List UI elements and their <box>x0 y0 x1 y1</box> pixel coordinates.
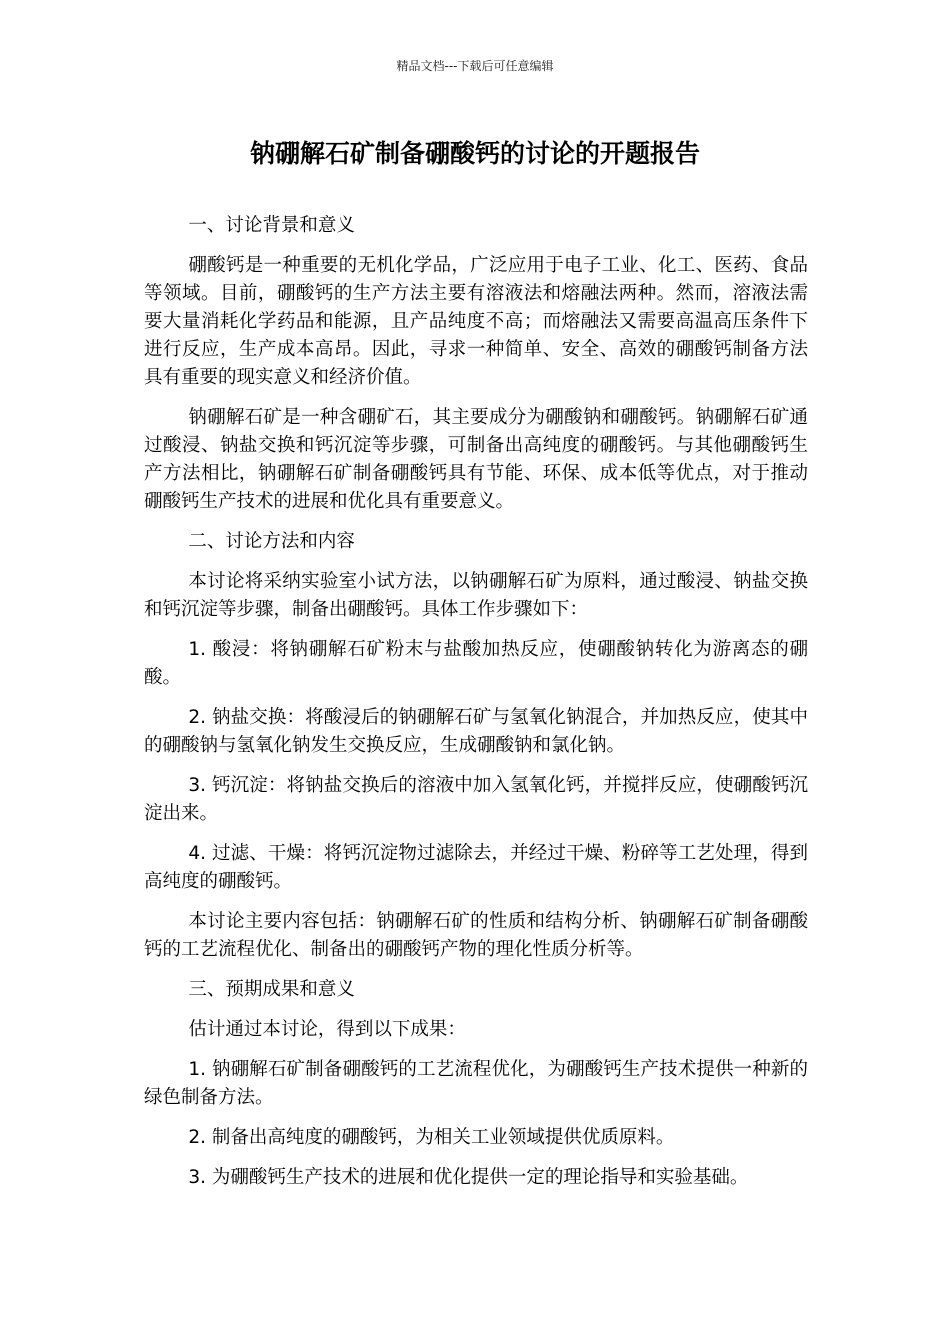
paragraph-methods-intro: 本讨论将采纳实验室小试方法，以钠硼解石矿为原料，通过酸浸、钠盐交换和钙沉淀等步骤，制备出硼酸钙。具体工作步骤如下： <box>144 571 808 620</box>
step-filter-dry: 4. 过滤、干燥：将钙沉淀物过滤除去，并经过干燥、粉碎等工艺处理，得到高纯度的硼酸钙。 <box>144 843 808 892</box>
document-title: 钠硼解石矿制备硼酸钙的讨论的开题报告 <box>249 139 700 168</box>
outcome-3: 3. 为硼酸钙生产技术的进展和优化提供一定的理论指导和实验基础。 <box>188 1167 749 1188</box>
paragraph-main-content: 本讨论主要内容包括：钠硼解石矿的性质和结构分析、钠硼解石矿制备硼酸钙的工艺流程优化、制备出的硼酸钙产物的理化性质分析等。 <box>144 911 808 960</box>
document-body <box>144 212 808 1204</box>
section-heading-background: 一、讨论背景和意义 <box>188 215 355 236</box>
step-acid-leaching: 1. 酸浸：将钠硼解石矿粉末与盐酸加热反应，使硼酸钠转化为游离态的硼酸。 <box>144 639 808 688</box>
outcome-1: 1. 钠硼解石矿制备硼酸钙的工艺流程优化，为硼酸钙生产技术提供一种新的绿色制备方法。 <box>144 1059 808 1108</box>
paragraph-background-1: 硼酸钙是一种重要的无机化学品，广泛应用于电子工业、化工、医药、食品等领域。目前，硼酸钙的生产方法主要有溶液法和熔融法两种。然而，溶液法需要大量消耗化学药品和能源，且产品纯度不高；而熔融法又需要高温高压条件下进行反应，生产成本高昂。因此，寻求一种简单、安全、高效的硼酸钙制备方法具有重要的现实意义和经济价值。 <box>144 255 808 388</box>
paragraph-outcomes-intro: 估计通过本讨论，得到以下成果： <box>188 1019 466 1040</box>
header-note: 精品文档---下载后可任意编辑 <box>396 59 554 73</box>
step-sodium-exchange: 2. 钠盐交换：将酸浸后的钠硼解石矿与氢氧化钠混合，并加热反应，使其中的硼酸钠与氢氧化钠发生交换反应，生成硼酸钠和氯化钠。 <box>144 707 808 756</box>
step-calcium-precipitation: 3. 钙沉淀：将钠盐交换后的溶液中加入氢氧化钙，并搅拌反应，使硼酸钙沉淀出来。 <box>144 775 808 824</box>
paragraph-background-2: 钠硼解石矿是一种含硼矿石，其主要成分为硼酸钠和硼酸钙。钠硼解石矿通过酸浸、钠盐交换和钙沉淀等步骤，可制备出高纯度的硼酸钙。与其他硼酸钙生产方法相比，钠硼解石矿制备硼酸钙具有节能、环保、成本低等优点，对于推动硼酸钙生产技术的进展和优化具有重要意义。 <box>144 407 808 512</box>
section-heading-outcomes: 三、预期成果和意义 <box>188 979 355 1000</box>
outcome-2: 2. 制备出高纯度的硼酸钙，为相关工业领域提供优质原料。 <box>188 1127 675 1148</box>
section-heading-methods: 二、讨论方法和内容 <box>188 531 355 552</box>
